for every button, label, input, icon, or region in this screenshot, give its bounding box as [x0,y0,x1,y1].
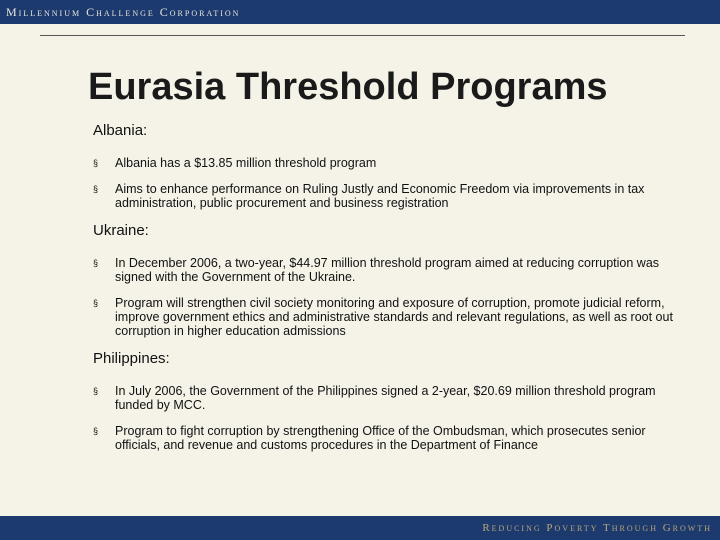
list-item [93,256,690,284]
bullet-text: In July 2006, the Government of the Philippines signed a 2-year, $20.69 million threshold program funded by MCC. [115,384,656,412]
section-heading: Albania: [93,122,148,139]
footer-tagline: Reducing Poverty Through Growth [482,522,712,534]
bullet-icon: § [93,386,99,396]
section-heading: Philippines: [93,350,170,367]
bullet-list [93,256,693,338]
bullet-icon: § [93,258,99,268]
list-item [93,424,690,452]
bullet-icon: § [93,426,99,436]
section-philippines [93,350,693,452]
list-item [93,296,690,338]
footer-bar [0,516,720,540]
bullet-text: In December 2006, a two-year, $44.97 million threshold program aimed at reducing corruption was signed with the Government of the Ukraine. [115,256,660,284]
bullet-list [93,156,693,210]
slide-content [93,122,693,464]
bullet-list [93,384,693,452]
slide-title: Eurasia Threshold Programs [88,66,608,108]
section-heading: Ukraine: [93,222,149,239]
org-name: Millennium Challenge Corporation [6,5,241,19]
bullet-icon: § [93,158,99,168]
bullet-text: Program to fight corruption by strengthening Office of the Ombudsman, which prosecutes senior officials, and revenue and customs procedures in the Department of Finance [115,424,646,452]
list-item [93,384,690,412]
header-bar [0,0,720,24]
bullet-text: Aims to enhance performance on Ruling Justly and Economic Freedom via improvements in tax administration, public procurement and business registration [115,182,645,210]
header-rule [40,35,685,36]
bullet-text: Program will strengthen civil society monitoring and exposure of corruption, promote judicial reform, improve government ethics and administrative standards and relevant regulations, as well as root out corruption in higher education admissions [115,296,673,338]
bullet-icon: § [93,298,99,308]
list-item [93,156,690,170]
section-albania [93,122,693,210]
section-ukraine [93,222,693,338]
bullet-icon: § [93,184,99,194]
bullet-text: Albania has a $13.85 million threshold program [115,156,377,170]
list-item [93,182,690,210]
